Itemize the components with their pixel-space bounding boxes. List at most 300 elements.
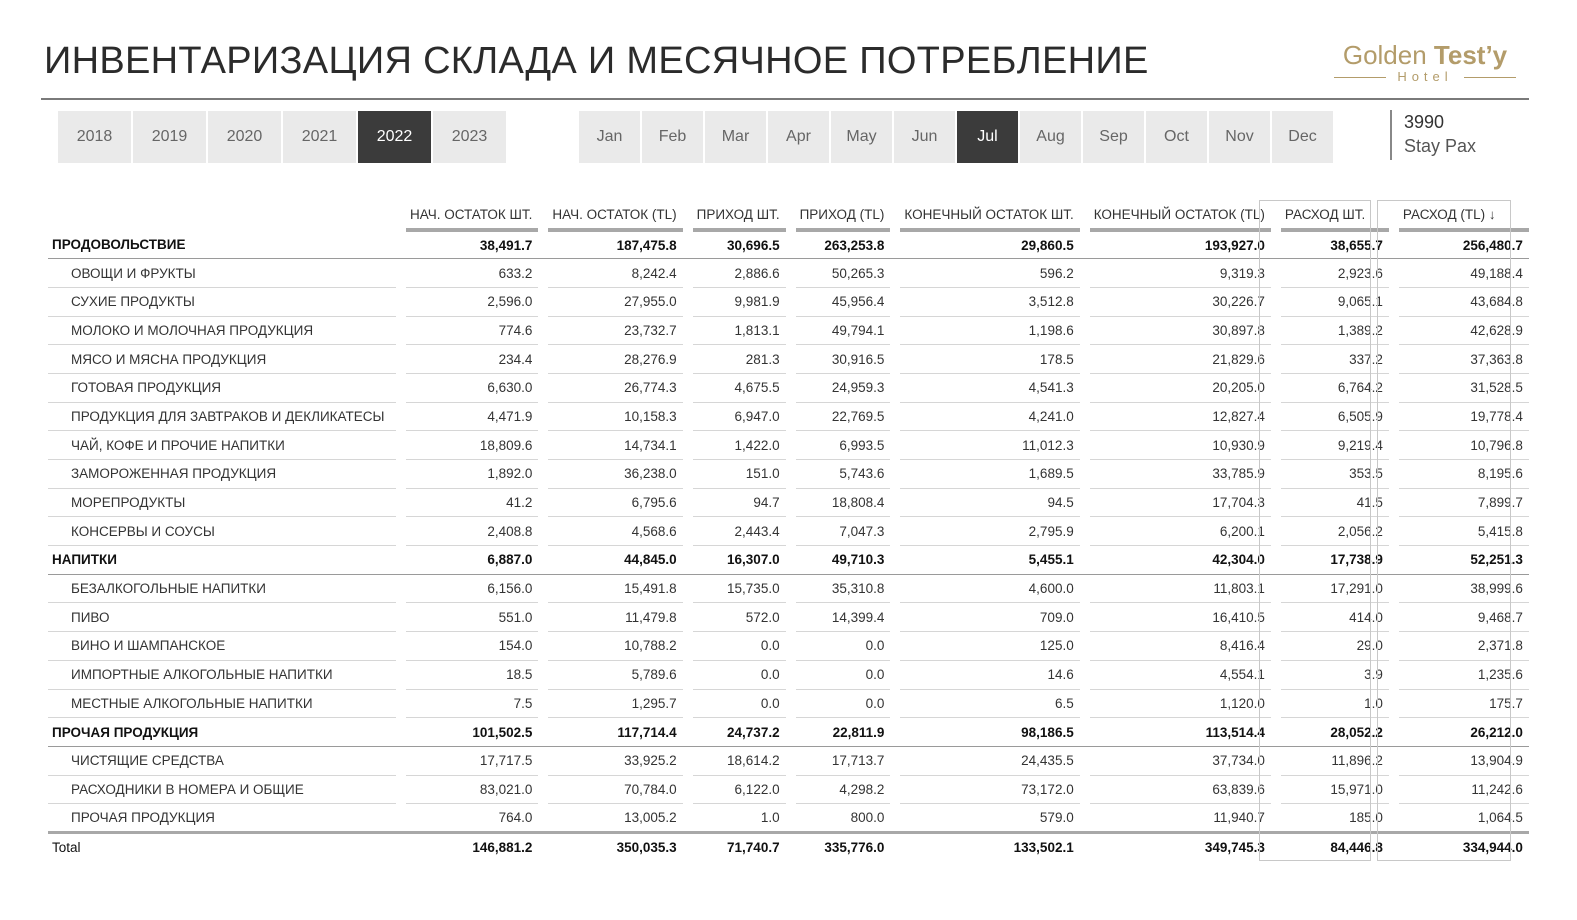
cell-col-4: 7,047.3 — [796, 517, 891, 546]
cell-col-6: 33,785.9 — [1090, 460, 1271, 489]
column-gap — [890, 316, 900, 345]
column-gap — [1389, 460, 1399, 489]
cell-col-8: 5,415.8 — [1399, 517, 1529, 546]
row-category: МОРЕПРОДУКТЫ — [48, 488, 396, 517]
cell-col-6: 4,554.1 — [1090, 660, 1271, 689]
column-gap — [890, 287, 900, 316]
column-header-6[interactable]: КОНЕЧНЫЙ ОСТАТОК (TL) — [1090, 200, 1271, 230]
cell-col-3: 16,307.0 — [693, 546, 786, 575]
column-gap — [1080, 574, 1090, 603]
column-gap — [786, 718, 796, 747]
cell-col-5: 178.5 — [900, 345, 1079, 374]
column-gap — [683, 603, 693, 632]
row-category: МЯСО И МЯСНА ПРОДУКЦИЯ — [48, 345, 396, 374]
column-gap — [1389, 488, 1399, 517]
cell-col-3: 1,813.1 — [693, 316, 786, 345]
cell-col-7: 17,291.0 — [1281, 574, 1389, 603]
column-gap — [538, 488, 548, 517]
cell-col-8: 11,242.6 — [1399, 775, 1529, 804]
column-header-2[interactable]: НАЧ. ОСТАТОК (TL) — [548, 200, 682, 230]
column-gap — [890, 746, 900, 775]
cell-col-3: 281.3 — [693, 345, 786, 374]
cell-col-8: 38,999.6 — [1399, 574, 1529, 603]
column-gap — [1271, 431, 1281, 460]
cell-col-5: 1,689.5 — [900, 460, 1079, 489]
row-category: ВИНО И ШАМПАНСКОЕ — [48, 632, 396, 661]
table-row[interactable] — [48, 517, 1529, 546]
total-row[interactable] — [48, 832, 1529, 861]
cell-col-5: 73,172.0 — [900, 775, 1079, 804]
cell-col-7: 6,764.2 — [1281, 373, 1389, 402]
cell-col-1: 154.0 — [406, 632, 538, 661]
cell-col-4: 22,769.5 — [796, 402, 891, 431]
column-gap — [1271, 517, 1281, 546]
column-gap — [396, 431, 406, 460]
cell-col-4: 335,776.0 — [796, 832, 891, 861]
column-gap — [396, 373, 406, 402]
column-header-8[interactable]: РАСХОД (TL) ↓ — [1399, 200, 1529, 230]
column-header-5[interactable]: КОНЕЧНЫЙ ОСТАТОК ШТ. — [900, 200, 1079, 230]
column-gap — [786, 804, 796, 833]
column-gap — [538, 660, 548, 689]
cell-col-1: 2,596.0 — [406, 287, 538, 316]
column-gap — [1271, 689, 1281, 718]
column-gap — [538, 373, 548, 402]
cell-col-6: 63,839.6 — [1090, 775, 1271, 804]
column-gap — [683, 345, 693, 374]
column-gap — [890, 775, 900, 804]
cell-col-1: 7.5 — [406, 689, 538, 718]
column-gap — [1080, 287, 1090, 316]
year-chip-2018[interactable]: 2018 — [58, 111, 131, 163]
column-gap — [890, 230, 900, 259]
column-header-7[interactable]: РАСХОД ШТ. — [1281, 200, 1389, 230]
cell-col-4: 14,399.4 — [796, 603, 891, 632]
column-gap — [1389, 230, 1399, 259]
column-gap — [1080, 316, 1090, 345]
column-gap — [1389, 259, 1399, 288]
logo-word-bold: Test’y — [1433, 40, 1508, 70]
cell-col-5: 596.2 — [900, 259, 1079, 288]
cell-col-2: 36,238.0 — [548, 460, 682, 489]
year-chip-2021[interactable]: 2021 — [283, 111, 356, 163]
cell-col-8: 13,904.9 — [1399, 746, 1529, 775]
column-gap — [683, 689, 693, 718]
month-chip-jun[interactable]: Jun — [894, 111, 955, 163]
column-gap — [1271, 775, 1281, 804]
cell-col-3: 1,422.0 — [693, 431, 786, 460]
cell-col-6: 21,829.6 — [1090, 345, 1271, 374]
column-gap — [1389, 517, 1399, 546]
cell-col-7: 84,446.8 — [1281, 832, 1389, 861]
cell-col-4: 4,298.2 — [796, 775, 891, 804]
column-header-4[interactable]: ПРИХОД (TL) — [796, 200, 891, 230]
column-gap — [683, 259, 693, 288]
column-gap — [683, 287, 693, 316]
row-category: ПРОДУКЦИЯ ДЛЯ ЗАВТРАКОВ И ДЕКЛИКАТЕСЫ — [48, 402, 396, 431]
column-gap — [890, 603, 900, 632]
cell-col-8: 334,944.0 — [1399, 832, 1529, 861]
column-gap — [396, 402, 406, 431]
cell-col-5: 1,198.6 — [900, 316, 1079, 345]
cell-col-7: 1,389.2 — [1281, 316, 1389, 345]
cell-col-6: 37,734.0 — [1090, 746, 1271, 775]
table-row[interactable] — [48, 689, 1529, 718]
table-row[interactable] — [48, 373, 1529, 402]
cell-col-2: 187,475.8 — [548, 230, 682, 259]
table-row[interactable] — [48, 259, 1529, 288]
column-gap — [890, 632, 900, 661]
cell-col-4: 5,743.6 — [796, 460, 891, 489]
cell-col-5: 6.5 — [900, 689, 1079, 718]
column-gap — [538, 460, 548, 489]
row-category: ИМПОРТНЫЕ АЛКОГОЛЬНЫЕ НАПИТКИ — [48, 660, 396, 689]
cell-col-6: 10,930.9 — [1090, 431, 1271, 460]
cell-col-3: 6,122.0 — [693, 775, 786, 804]
month-chip-may[interactable]: May — [831, 111, 892, 163]
cell-col-8: 10,796.8 — [1399, 431, 1529, 460]
month-chip-sep[interactable]: Sep — [1083, 111, 1144, 163]
cell-col-7: 41.5 — [1281, 488, 1389, 517]
column-gap — [1389, 546, 1399, 575]
column-gap — [1271, 746, 1281, 775]
column-gap — [786, 287, 796, 316]
cell-col-6: 42,304.0 — [1090, 546, 1271, 575]
cell-col-3: 0.0 — [693, 660, 786, 689]
cell-col-6: 30,226.7 — [1090, 287, 1271, 316]
row-category: МОЛОКО И МОЛОЧНАЯ ПРОДУКЦИЯ — [48, 316, 396, 345]
cell-col-3: 15,735.0 — [693, 574, 786, 603]
page-title: ИНВЕНТАРИЗАЦИЯ СКЛАДА И МЕСЯЧНОЕ ПОТРЕБЛЕНИЕ — [44, 40, 1149, 82]
cell-col-2: 6,795.6 — [548, 488, 682, 517]
column-gap — [1080, 200, 1090, 230]
cell-col-8: 43,684.8 — [1399, 287, 1529, 316]
table-row[interactable] — [48, 345, 1529, 374]
column-gap — [396, 632, 406, 661]
year-chip-2022[interactable]: 2022 — [358, 111, 431, 163]
cell-col-8: 31,528.5 — [1399, 373, 1529, 402]
cell-col-2: 10,158.3 — [548, 402, 682, 431]
column-gap — [786, 689, 796, 718]
column-gap — [1271, 574, 1281, 603]
column-gap — [538, 603, 548, 632]
logo-wordmark — [1320, 40, 1530, 71]
cell-col-5: 98,186.5 — [900, 718, 1079, 747]
cell-col-1: 764.0 — [406, 804, 538, 833]
column-gap — [538, 775, 548, 804]
month-chip-nov[interactable]: Nov — [1209, 111, 1270, 163]
column-gap — [1389, 689, 1399, 718]
cell-col-2: 23,732.7 — [548, 316, 682, 345]
column-gap — [1080, 345, 1090, 374]
column-gap — [538, 287, 548, 316]
column-gap — [786, 832, 796, 861]
column-gap — [786, 660, 796, 689]
table-header-row — [48, 200, 1529, 230]
column-gap — [786, 431, 796, 460]
cell-col-3: 4,675.5 — [693, 373, 786, 402]
column-gap — [1389, 832, 1399, 861]
cell-col-3: 572.0 — [693, 603, 786, 632]
cell-col-1: 6,630.0 — [406, 373, 538, 402]
column-gap — [538, 574, 548, 603]
cell-col-4: 18,808.4 — [796, 488, 891, 517]
column-gap — [1271, 488, 1281, 517]
month-chip-oct[interactable]: Oct — [1146, 111, 1207, 163]
cell-col-3: 94.7 — [693, 488, 786, 517]
cell-col-7: 1.0 — [1281, 689, 1389, 718]
cell-col-6: 6,200.1 — [1090, 517, 1271, 546]
cell-col-3: 71,740.7 — [693, 832, 786, 861]
cell-col-5: 2,795.9 — [900, 517, 1079, 546]
cell-col-8: 7,899.7 — [1399, 488, 1529, 517]
cell-col-7: 9,219.4 — [1281, 431, 1389, 460]
column-gap — [1080, 718, 1090, 747]
year-chip-2019[interactable]: 2019 — [133, 111, 206, 163]
cell-col-1: 101,502.5 — [406, 718, 538, 747]
month-chip-feb[interactable]: Feb — [642, 111, 703, 163]
column-gap — [538, 746, 548, 775]
cell-col-4: 35,310.8 — [796, 574, 891, 603]
month-chip-jul[interactable]: Jul — [957, 111, 1018, 163]
row-category: Total — [48, 832, 396, 861]
column-gap — [396, 230, 406, 259]
cell-col-6: 11,940.7 — [1090, 804, 1271, 833]
column-gap — [1389, 632, 1399, 661]
cell-col-2: 5,789.6 — [548, 660, 682, 689]
cell-col-2: 1,295.7 — [548, 689, 682, 718]
column-gap — [683, 718, 693, 747]
column-gap — [396, 488, 406, 517]
cell-col-1: 18.5 — [406, 660, 538, 689]
column-gap — [538, 345, 548, 374]
column-gap — [538, 689, 548, 718]
column-gap — [1080, 632, 1090, 661]
column-gap — [1271, 259, 1281, 288]
column-gap — [1080, 832, 1090, 861]
cell-col-6: 20,205.0 — [1090, 373, 1271, 402]
cell-col-2: 350,035.3 — [548, 832, 682, 861]
row-category: НАПИТКИ — [48, 546, 396, 575]
column-gap — [683, 316, 693, 345]
table-row[interactable] — [48, 402, 1529, 431]
cell-col-3: 0.0 — [693, 632, 786, 661]
column-header-1[interactable]: НАЧ. ОСТАТОК ШТ. — [406, 200, 538, 230]
table-row[interactable] — [48, 574, 1529, 603]
column-gap — [396, 316, 406, 345]
cell-col-4: 49,710.3 — [796, 546, 891, 575]
cell-col-3: 30,696.5 — [693, 230, 786, 259]
column-gap — [1389, 718, 1399, 747]
cell-col-1: 2,408.8 — [406, 517, 538, 546]
column-gap — [396, 517, 406, 546]
cell-col-4: 49,794.1 — [796, 316, 891, 345]
cell-col-7: 185.0 — [1281, 804, 1389, 833]
row-category: ЧИСТЯЩИЕ СРЕДСТВА — [48, 746, 396, 775]
column-gap — [396, 603, 406, 632]
month-chip-apr[interactable]: Apr — [768, 111, 829, 163]
column-gap — [683, 546, 693, 575]
column-gap — [786, 775, 796, 804]
month-chip-jan[interactable]: Jan — [579, 111, 640, 163]
year-chip-2023[interactable]: 2023 — [433, 111, 506, 163]
row-category: ГОТОВАЯ ПРОДУКЦИЯ — [48, 373, 396, 402]
cell-col-7: 38,655.7 — [1281, 230, 1389, 259]
cell-col-2: 4,568.6 — [548, 517, 682, 546]
column-gap — [396, 574, 406, 603]
row-category: МЕСТНЫЕ АЛКОГОЛЬНЫЕ НАПИТКИ — [48, 689, 396, 718]
category-header — [48, 200, 396, 230]
column-gap — [1271, 373, 1281, 402]
column-gap — [683, 230, 693, 259]
column-gap — [890, 259, 900, 288]
cell-col-2: 27,955.0 — [548, 287, 682, 316]
cell-col-2: 13,005.2 — [548, 804, 682, 833]
row-category: ЗАМОРОЖЕННАЯ ПРОДУКЦИЯ — [48, 460, 396, 489]
column-gap — [396, 259, 406, 288]
column-gap — [786, 517, 796, 546]
table-row[interactable] — [48, 287, 1529, 316]
column-gap — [538, 402, 548, 431]
cell-col-4: 22,811.9 — [796, 718, 891, 747]
cell-col-1: 4,471.9 — [406, 402, 538, 431]
cell-col-8: 256,480.7 — [1399, 230, 1529, 259]
cell-col-5: 29,860.5 — [900, 230, 1079, 259]
year-chip-2020[interactable]: 2020 — [208, 111, 281, 163]
column-gap — [890, 460, 900, 489]
column-gap — [683, 746, 693, 775]
table-row[interactable] — [48, 804, 1529, 833]
month-chip-mar[interactable]: Mar — [705, 111, 766, 163]
cell-col-8: 52,251.3 — [1399, 546, 1529, 575]
column-gap — [538, 431, 548, 460]
column-gap — [538, 804, 548, 833]
cell-col-6: 11,803.1 — [1090, 574, 1271, 603]
cell-col-2: 8,242.4 — [548, 259, 682, 288]
column-gap — [890, 488, 900, 517]
column-gap — [683, 431, 693, 460]
column-gap — [890, 832, 900, 861]
row-category: СУХИЕ ПРОДУКТЫ — [48, 287, 396, 316]
column-gap — [683, 517, 693, 546]
column-gap — [1080, 402, 1090, 431]
table-row[interactable] — [48, 746, 1529, 775]
column-gap — [890, 431, 900, 460]
table-row[interactable] — [48, 460, 1529, 489]
column-gap — [1080, 460, 1090, 489]
cell-col-2: 44,845.0 — [548, 546, 682, 575]
cell-col-5: 709.0 — [900, 603, 1079, 632]
month-chip-aug[interactable]: Aug — [1020, 111, 1081, 163]
table-row[interactable] — [48, 660, 1529, 689]
cell-col-3: 6,947.0 — [693, 402, 786, 431]
column-gap — [890, 517, 900, 546]
cell-col-6: 30,897.8 — [1090, 316, 1271, 345]
cell-col-5: 3,512.8 — [900, 287, 1079, 316]
cell-col-4: 0.0 — [796, 632, 891, 661]
column-gap — [1271, 804, 1281, 833]
column-gap — [1389, 345, 1399, 374]
cell-col-3: 24,737.2 — [693, 718, 786, 747]
group-row[interactable] — [48, 546, 1529, 575]
column-gap — [1271, 718, 1281, 747]
column-gap — [538, 200, 548, 230]
table-row[interactable] — [48, 316, 1529, 345]
column-gap — [396, 287, 406, 316]
inventory-matrix — [48, 200, 1529, 861]
column-gap — [538, 632, 548, 661]
cell-col-6: 9,319.3 — [1090, 259, 1271, 288]
cell-col-5: 14.6 — [900, 660, 1079, 689]
cell-col-8: 37,363.8 — [1399, 345, 1529, 374]
column-gap — [786, 574, 796, 603]
group-row[interactable] — [48, 230, 1529, 259]
cell-col-7: 2,056.2 — [1281, 517, 1389, 546]
cell-col-7: 11,896.2 — [1281, 746, 1389, 775]
column-gap — [1389, 804, 1399, 833]
cell-col-7: 414.0 — [1281, 603, 1389, 632]
column-gap — [786, 746, 796, 775]
stay-pax-card — [1390, 110, 1476, 160]
cell-col-1: 41.2 — [406, 488, 538, 517]
cell-col-5: 94.5 — [900, 488, 1079, 517]
row-category: ПРОЧАЯ ПРОДУКЦИЯ — [48, 804, 396, 833]
cell-col-8: 175.7 — [1399, 689, 1529, 718]
row-category: БЕЗАЛКОГОЛЬНЫЕ НАПИТКИ — [48, 574, 396, 603]
table-row[interactable] — [48, 603, 1529, 632]
table-row[interactable] — [48, 632, 1529, 661]
cell-col-5: 133,502.1 — [900, 832, 1079, 861]
row-category: ОВОЩИ И ФРУКТЫ — [48, 259, 396, 288]
cell-col-7: 337.2 — [1281, 345, 1389, 374]
column-gap — [683, 632, 693, 661]
column-gap — [786, 546, 796, 575]
column-gap — [786, 488, 796, 517]
column-gap — [1389, 574, 1399, 603]
table-body — [48, 230, 1529, 861]
table-row[interactable] — [48, 775, 1529, 804]
column-gap — [890, 689, 900, 718]
cell-col-1: 551.0 — [406, 603, 538, 632]
column-gap — [538, 546, 548, 575]
column-header-3[interactable]: ПРИХОД ШТ. — [693, 200, 786, 230]
cell-col-7: 3.9 — [1281, 660, 1389, 689]
column-gap — [890, 574, 900, 603]
cell-col-1: 17,717.5 — [406, 746, 538, 775]
cell-col-7: 353.5 — [1281, 460, 1389, 489]
cell-col-2: 11,479.8 — [548, 603, 682, 632]
column-gap — [1080, 804, 1090, 833]
column-gap — [1080, 259, 1090, 288]
row-category: КОНСЕРВЫ И СОУСЫ — [48, 517, 396, 546]
table-row[interactable] — [48, 488, 1529, 517]
column-gap — [1389, 431, 1399, 460]
month-chip-dec[interactable]: Dec — [1272, 111, 1333, 163]
column-gap — [1271, 660, 1281, 689]
column-gap — [396, 832, 406, 861]
column-gap — [890, 804, 900, 833]
column-gap — [683, 660, 693, 689]
column-gap — [1389, 373, 1399, 402]
cell-col-5: 24,435.5 — [900, 746, 1079, 775]
cell-col-3: 0.0 — [693, 689, 786, 718]
cell-col-3: 2,886.6 — [693, 259, 786, 288]
column-gap — [1271, 287, 1281, 316]
column-gap — [683, 373, 693, 402]
table-row[interactable] — [48, 431, 1529, 460]
cell-col-7: 15,971.0 — [1281, 775, 1389, 804]
group-row[interactable] — [48, 718, 1529, 747]
